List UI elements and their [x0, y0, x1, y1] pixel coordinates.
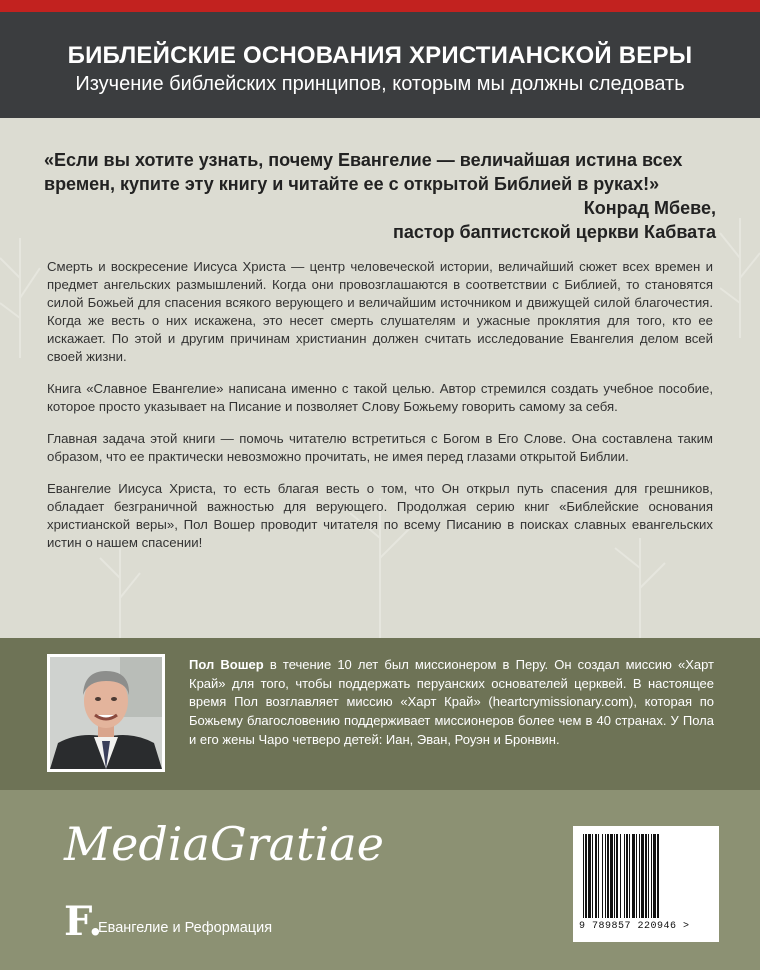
author-bio	[189, 656, 714, 750]
barcode-bar	[583, 834, 584, 918]
paragraph: Главная задача этой книги — помочь читателю встретиться с Богом в Его Слове. Она составлена таким образом, что ее практически невозможно прочитать, не имея перед глазами открытой Библии.	[47, 431, 713, 464]
barcode-bars	[581, 834, 711, 920]
publisher-section	[0, 790, 760, 970]
logo-text: MediaGratiae	[64, 817, 384, 871]
description-paragraphs	[47, 258, 713, 566]
main-text-area	[0, 118, 760, 638]
series-title: БИБЛЕЙСКИЕ ОСНОВАНИЯ ХРИСТИАНСКОЙ ВЕРЫ	[67, 42, 693, 69]
barcode-bar	[607, 834, 609, 918]
barcode-bar	[648, 834, 649, 918]
author-section	[0, 638, 760, 790]
brand-label: Евангелие и Реформация	[98, 920, 273, 936]
barcode-bar	[645, 834, 647, 918]
barcode-bar	[598, 834, 599, 918]
barcode-bar	[624, 834, 625, 918]
barcode-bar	[626, 834, 628, 918]
barcode-bar	[592, 834, 593, 918]
barcode-bar	[585, 834, 587, 918]
cover-header	[0, 12, 760, 118]
endorsement-quote	[44, 148, 716, 244]
barcode-bar	[641, 834, 644, 918]
barcode-bar	[605, 834, 606, 918]
barcode-bar	[653, 834, 656, 918]
top-accent-strip	[0, 0, 760, 12]
barcode-bar	[651, 834, 652, 918]
barcode-bar	[620, 834, 621, 918]
barcode-bar	[616, 834, 618, 918]
author-name: Пол Вошер	[189, 657, 264, 672]
paragraph: Евангелие Иисуса Христа, то есть благая весть о том, что Он открыл путь спасения для грешников, обладает безграничной важностью для верующего. Продолжая серию книг «Библейские основания христианской веры», Пол Вошер проводит читателя по всему Писанию в поисках славных евангельских истин о нашем спасении!	[47, 481, 713, 550]
barcode-bar	[657, 834, 659, 918]
barcode-bar	[595, 834, 597, 918]
barcode-bar	[632, 834, 635, 918]
barcode-bar	[636, 834, 637, 918]
quote-text: «Если вы хотите узнать, почему Евангелие — величайшая истина всех времен, купите эту книгу и читайте ее с открытой Библией в руках!»	[44, 150, 683, 194]
author-photo	[50, 657, 162, 769]
brand-mark: F.	[64, 898, 103, 945]
paragraph: Смерть и воскресение Иисуса Христа — центр человеческой истории, величайший сюжет всех времен и предмет ангельских размышлений. Когда они провозглашаются в соответствии с Библией, то становятся силой Божьей для спасения всякого верующего и величайшим источником и движущей силой благочестия. Когда же весть о них искажена, это несет смерть слушателям и ужасные проклятия для того, кто ее искажает. По этой и другим причинам христианин должен считать исследование Евангелия делом всей своей жизни.	[47, 259, 713, 364]
barcode-bar	[614, 834, 615, 918]
media-gratiae-logo	[64, 808, 384, 878]
author-bio-text: в течение 10 лет был миссионером в Перу. Он создал миссию «Харт Край» для того, чтобы поддержать перуанских основателей церквей. В настоящее время Пол возглавляет миссию «Харт Край» (heartcrymissionary.com), которая по Божьему благословению поддерживает миссионеров более чем в 40 странах. У Пола и его жены Чаро четверо детей: Иан, Эван, Роуэн и Бронвин.	[189, 657, 714, 747]
barcode-box	[573, 826, 719, 942]
quote-author-role: пастор баптистской церкви Кабвата	[393, 222, 716, 242]
paragraph: Книга «Славное Евангелие» написана именно с такой целью. Автор стремился создать учебное пособие, которое просто указывает на Писание и позволяет Слову Божьему говорить самому за себя.	[47, 381, 713, 414]
quote-author-name: Конрад Мбеве,	[583, 198, 716, 218]
series-subtitle: Изучение библейских принципов, которым мы должны следовать	[75, 73, 685, 95]
barcode-bar	[639, 834, 640, 918]
barcode-bar	[602, 834, 603, 918]
barcode-bar	[588, 834, 591, 918]
barcode-bar	[610, 834, 613, 918]
barcode-digits: 9 789857 220946 >	[579, 921, 690, 932]
barcode-bar	[629, 834, 630, 918]
